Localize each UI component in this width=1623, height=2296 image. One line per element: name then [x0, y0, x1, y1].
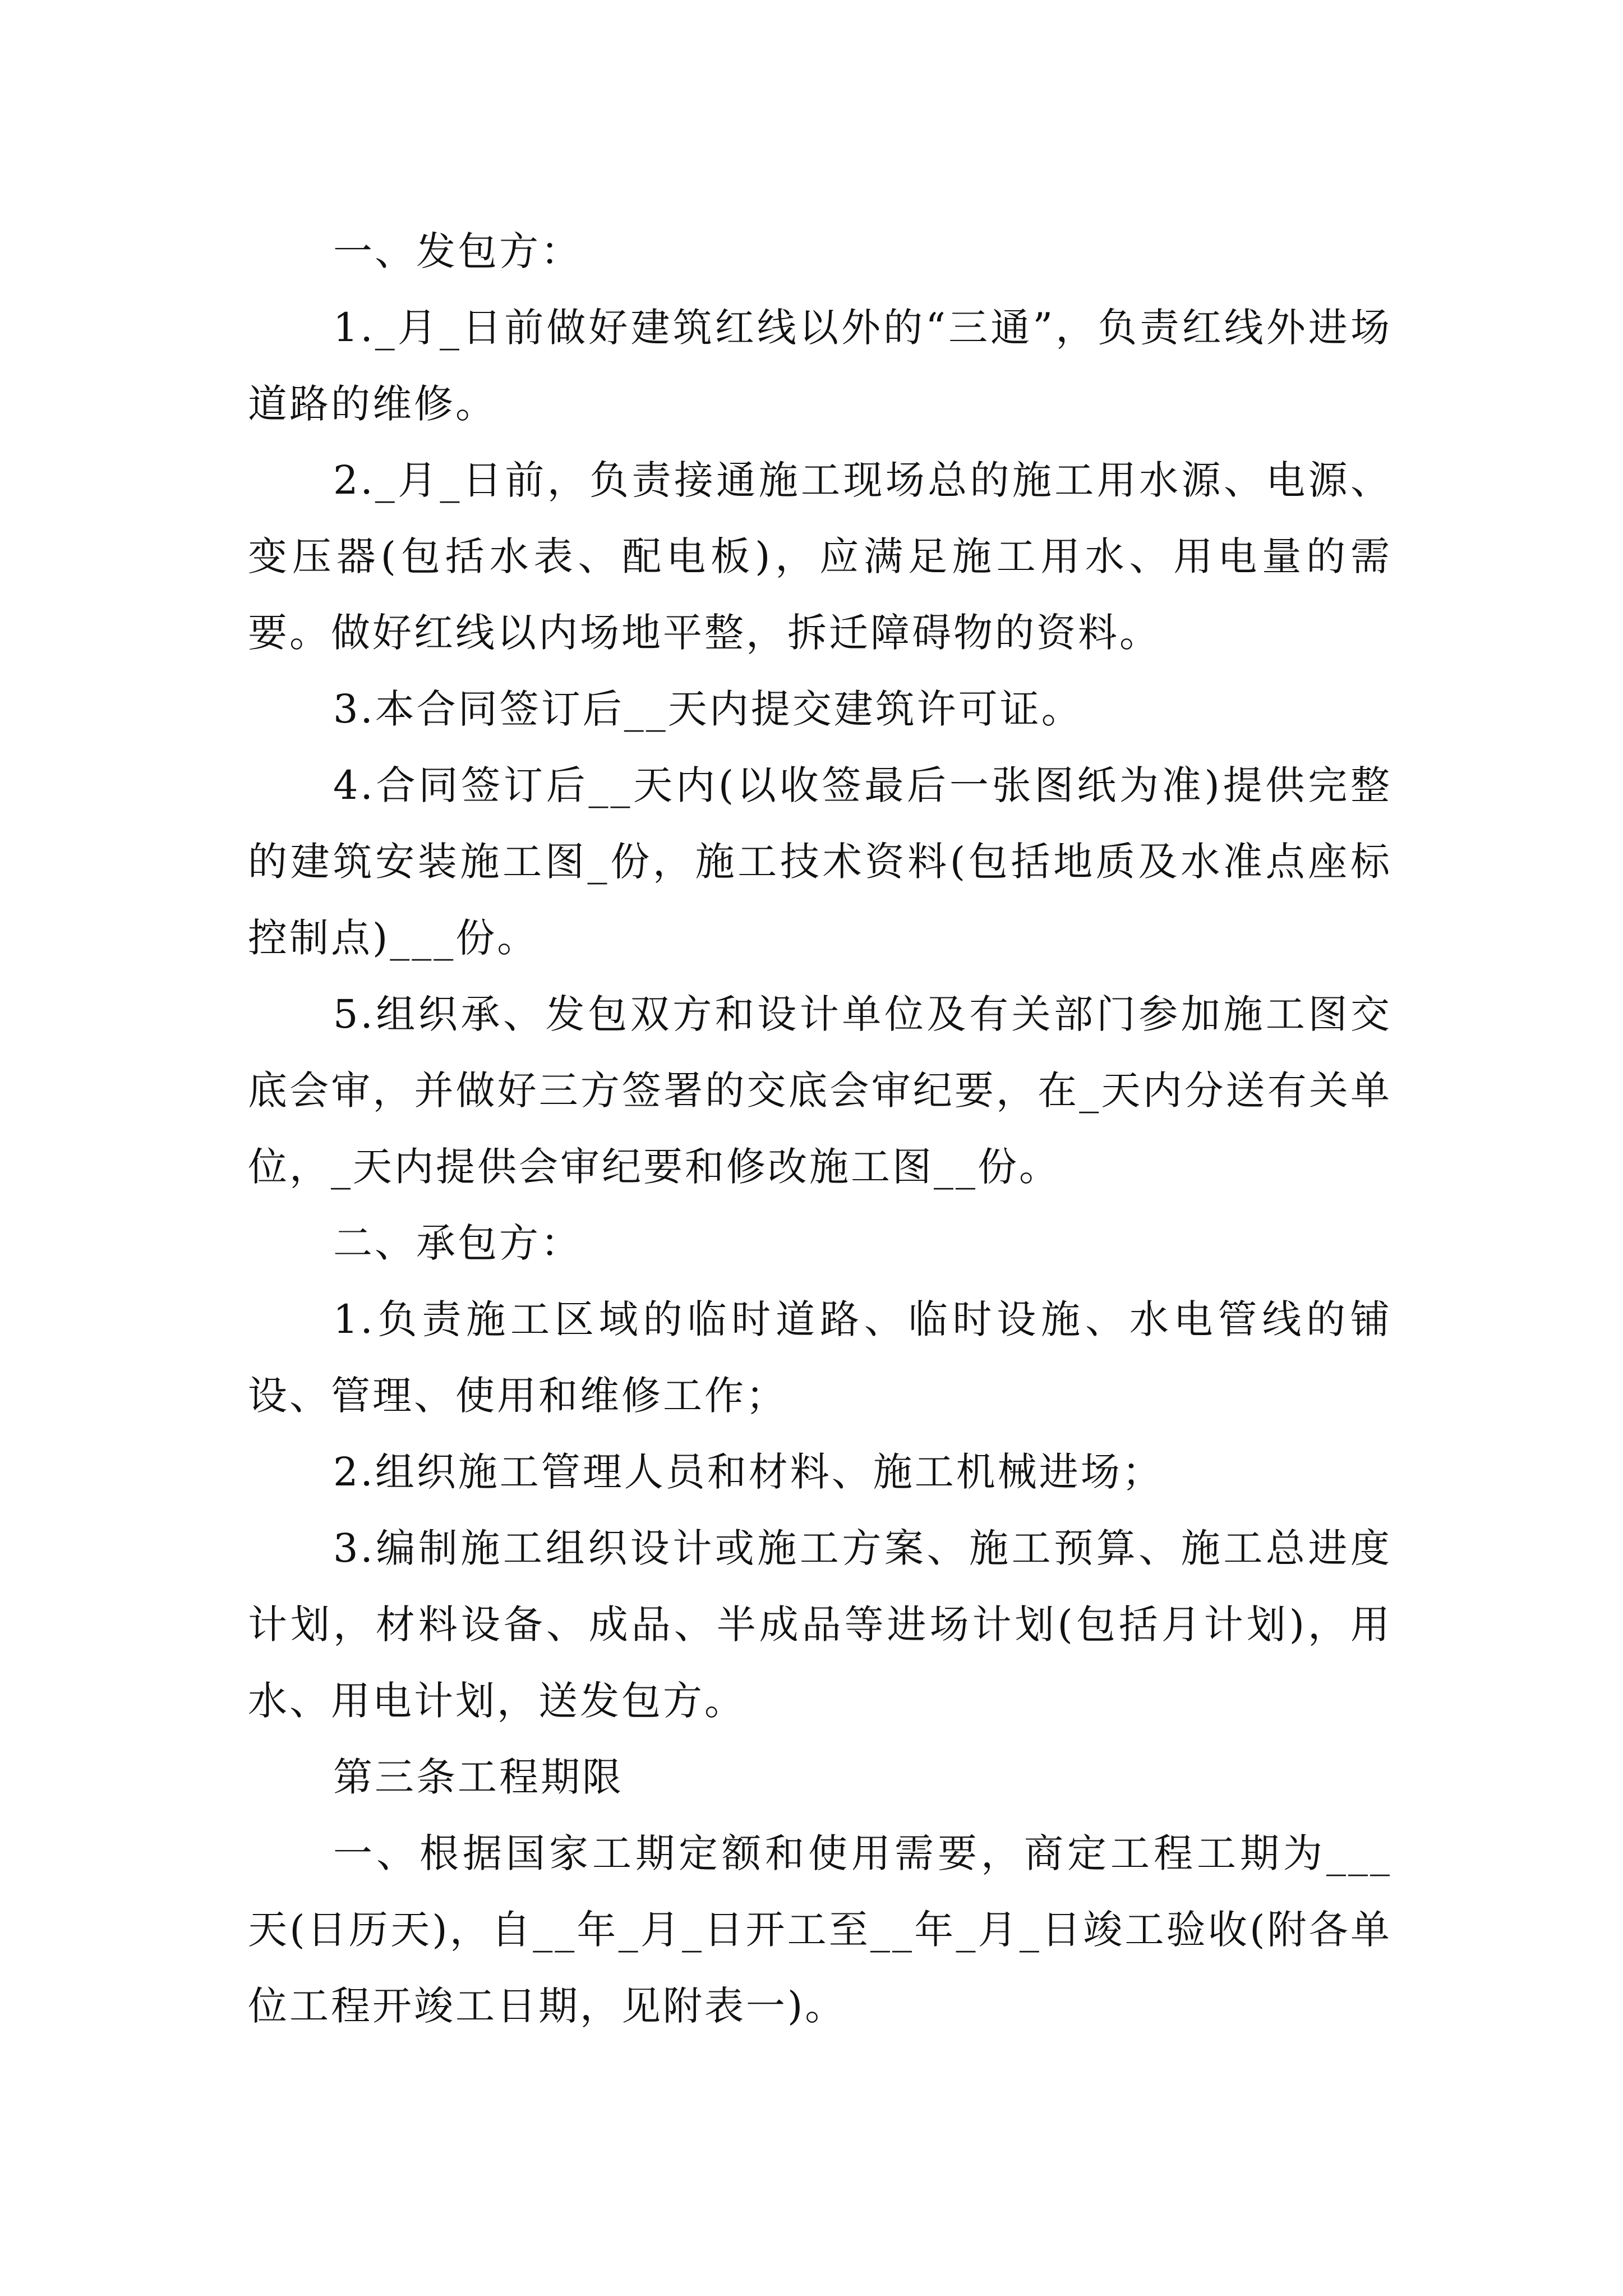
section-heading-employer: 一、发包方： [333, 228, 582, 274]
employer-item-1: 1._月_日前做好建筑红线以外的“三通”，负责红线外进场道路的维修。 [248, 305, 1392, 427]
article-3-item-1: 一、根据国家工期定额和使用需要，商定工程工期为___天(日历天)，自__年_月_日开工至__年_月_日竣工验收(附各单位工程开竣工日期，见附表一)。 [248, 1830, 1392, 2029]
employer-item-5: 5.组织承、发包双方和设计单位及有关部门参加施工图交底会审，并做好三方签署的交底会审纪要，在_天内分送有关单位，_天内提供会审纪要和修改施工图__份。 [248, 991, 1392, 1190]
article-3-heading: 第三条工程期限 [333, 1754, 624, 1800]
section-heading-contractor: 二、承包方： [333, 1220, 582, 1266]
contractor-item-2: 2.组织施工管理人员和材料、施工机械进场； [333, 1449, 1164, 1495]
employer-item-3: 3.本合同签订后__天内提交建筑许可证。 [333, 686, 1083, 732]
employer-item-2: 2._月_日前，负责接通施工现场总的施工用水源、电源、变压器(包括水表、配电板)，应满足施工用水、用电量的需要。做好红线以内场地平整，拆迁障碍物的资料。 [248, 457, 1392, 656]
document-body [248, 213, 1392, 2044]
contractor-item-3: 3.编制施工组织设计或施工方案、施工预算、施工总进度计划，材料设备、成品、半成品等进场计划(包括月计划)，用水、用电计划，送发包方。 [248, 1525, 1392, 1724]
employer-item-4: 4.合同签订后__天内(以收签最后一张图纸为准)提供完整的建筑安装施工图_份，施工技术资料(包括地质及水准点座标控制点)___份。 [248, 762, 1392, 961]
contractor-item-1: 1.负责施工区域的临时道路、临时设施、水电管线的铺设、管理、使用和维修工作； [248, 1296, 1392, 1419]
